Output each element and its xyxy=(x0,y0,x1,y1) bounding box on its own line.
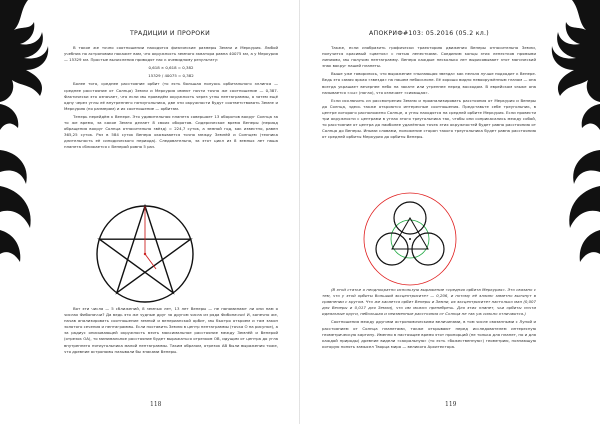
page-number: 118 xyxy=(150,401,162,408)
paragraph: В такое же точно соотношении находятся физические размеры Земли и Меркурия. Любой учебник по астрономии покажет вам, что окружность земного экватора равна 40075 км, а у Меркурия — 15329 км. Простые вычисления приводят нас к очевидному результату: xyxy=(64,45,278,63)
pentagram-figure xyxy=(85,198,205,306)
body-text-bottom xyxy=(322,287,536,383)
body-text-top xyxy=(322,45,536,195)
running-head: ТРАДИЦИИ И ПРОРОКИ xyxy=(129,30,211,37)
running-head: АПОКРИФ#103: 05.2016 (05.2 кл.) xyxy=(369,30,489,37)
paragraph: Более того, среднее расстояние орбит (то есть большая полуось орбитального эллипса — среднее расстояние от Солнца) Земли и Меркурия имеют почти точно же соотношение — 0,387. Фактически это означает, что если мы проведём окружность через углы пентаграммы, а затем ещё одну через углы её внутреннего пятиугольника, две эти окружности будут соответствовать Земле и Меркурию (по размерам) и их соотношение — орбитам. xyxy=(64,81,278,111)
formula: 0,618 × 0,618 = 0,382 xyxy=(148,65,194,71)
paragraph: Теперь перейдём к Венере. Это удивительная планета совершает 13 оборотов вокруг Солнца за то же время, за какое Земля делает 8 своих оборотов. Сидерическое время Венеры (период обращения вокруг Солнца относительно звёзд) = 224,7 суток, а земной год, как известно, равен 365,25 суток. Раз в 584 суток Венера оказывается точно между Землёй и Солнцем (техника длительность её синодического периода). Следовательно, за этот цикл из 8 земных лет наша планета сближается с Венерой ровно 5 раз. xyxy=(64,113,278,150)
three-circles-figure xyxy=(358,190,462,288)
page-number: 119 xyxy=(445,401,457,408)
corner-ornament-icon xyxy=(538,0,600,424)
paragraph: Соотношения между другими астрономическими величинами, в том числе связанными с Луной и расстоянием от Солнца планетами, также открывают перед исследователем интересную геометрическую картину. Именно в настоящее время этот пропорций (не только для планет, но и для каждой природы) древние видели «сакральную» (то есть «божественную») геометрию, познающую которую понять замысел Творца мира — великого Архитектора. xyxy=(322,319,536,349)
body-text-bottom xyxy=(64,306,278,381)
corner-ornament-icon xyxy=(0,0,62,424)
formula: 15329 / 40075 = 0,382 xyxy=(148,73,194,79)
body-text-top xyxy=(64,45,278,200)
paragraph: Вот эти числа — 5 сближений, 8 земных лет, 13 лет Венеры — не напоминают ли они нам о числах Фибоначчи? Да ведь это же чудные друг за другом числа из ряда Фибоначчи! И, конечно же, начав анализировать соотношение земной и венерианской орбит, мы быстро откроем и там закон золотого сечения и пентаграммы. Если поставить Землю в центр пентаграммы (точка О на рисунке), а за радиус описывающей окружность взять максимальное расстояние между Землёй и Венерой (отрезок OA), то минимальное расстояние будет выражаться отрезком OB, идущим от центра до угла внутреннего пятиугольника малой пентаграммы. Таким образом, отрезок AB были выражения тоже, что древние астрономы называли бы знаками Венеры. xyxy=(64,306,279,354)
right-page xyxy=(300,0,600,424)
paragraph: (В этой статье я неоднократно использую выражение «средняя орбита Меркурия». Это связано с тем, что у этой орбиты больший эксцентриситет — 0,206, и потому её эллипс заметно вытянут в сравнении с кругом. Что же касается орбит Венеры и Земли, их эксцентриситет настолько мал (0,007 для Венеры и 0,017 для Земли), что им можно пренебречь. Для этих планет, чьи орбиты почти идеальные круги, небольшая и неизменные расстояния от Солнца не так уж сильно отличаются.) xyxy=(322,287,536,317)
paragraph: Если исключить из рассмотрения Землю и проанализировать расстояния от Меркурия и Венеры до Солнца, здесь также откроются интересные соотношения. Представьте себе треугольник, в центре которого расположено Солнце, а углы находятся на средней орбите Меркурия. Если провести три окружности с центрами в углах этого треугольника так, чтобы они соприкасались между собой, то расстояние от центра до наиболее удалённых точек этих окружностей будет равно расстоянию от Солнца до Венеры. Иными словами, положение сторон такого треугольника будет равна расстоянию от средней орбиты Меркурия до орбиты Венеры. xyxy=(322,97,536,140)
paragraph: Выше уже говорилось, что выражение «пылающая звезда» как нельзя лучше подходит к Венере. Ведь это самая яркая «звезда» на нашем небосклоне. Её хорошо видно невооружённым глазом — она всегда украшает вечернее небо на закате или утреннее перед восходом. В еврейском языке она называется «נגה» (ногах), что означает «сияющая». xyxy=(322,71,536,95)
paragraph: Также, если изобразить графически траекторию движения Венеры относительно Земли, получится красивый «цветок» с пятью лепестками. Соединим концы этих лепестков прямыми линиями, мы получим пентаграмму. Венера каждые несколько лет вырисовывает этот магический знак вокруг нашей планеты. xyxy=(322,45,536,69)
